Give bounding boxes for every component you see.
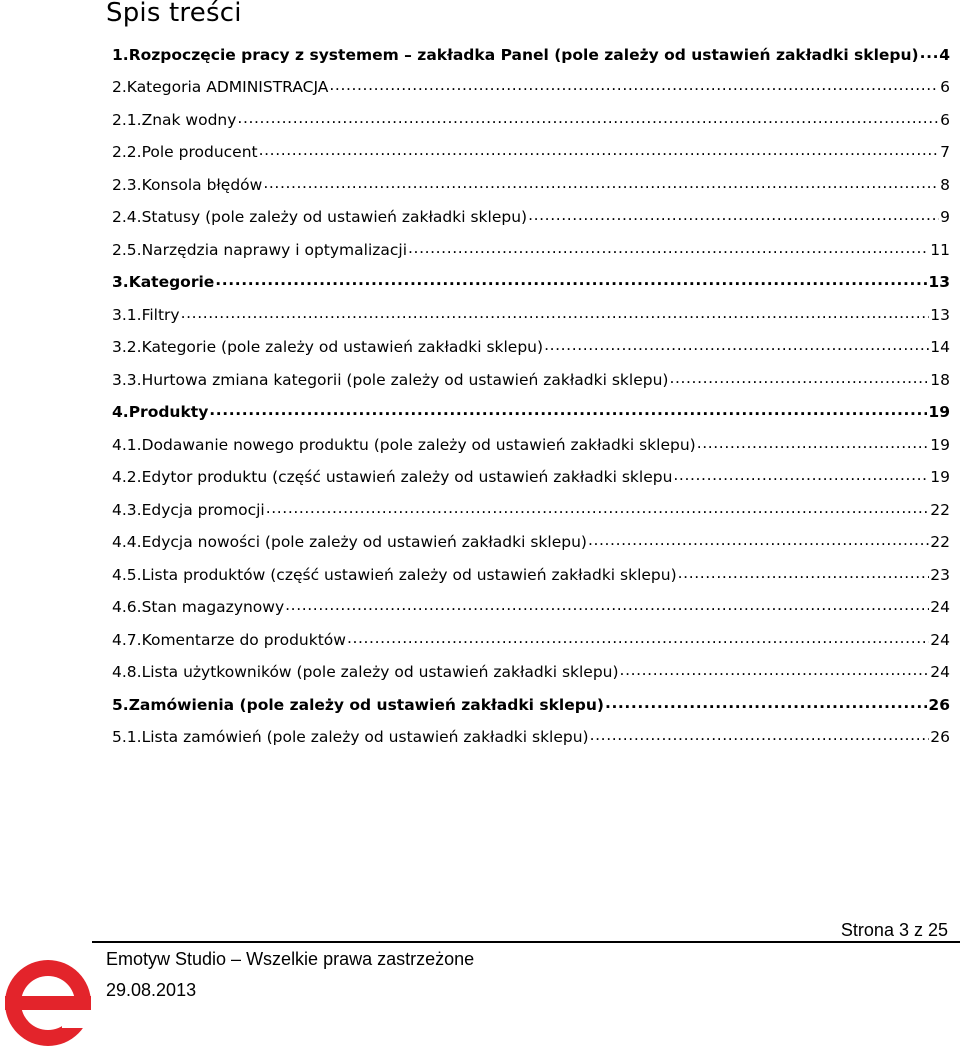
toc-entry-number: 2.2. <box>112 143 142 161</box>
toc-dot-leader <box>669 369 929 385</box>
toc-entry[interactable] <box>112 727 950 760</box>
toc-dot-leader <box>673 467 929 483</box>
toc-entry[interactable] <box>112 694 950 727</box>
toc-entry-number: 2.3. <box>112 175 142 194</box>
toc-dot-leader <box>259 142 940 158</box>
toc-entry-title: Kategorie <box>128 273 215 291</box>
toc-entry-page: 19 <box>928 403 950 421</box>
toc-entry-title: Edycja nowości (pole zależy od ustawień zakładki sklepu) <box>141 533 587 551</box>
toc-entry-title: Kategoria ADMINISTRACJA <box>126 78 329 96</box>
toc-entry-page: 6 <box>940 78 950 96</box>
toc-dot-leader <box>329 77 939 93</box>
toc-entry[interactable] <box>112 337 950 370</box>
toc-entry[interactable] <box>112 467 950 500</box>
toc-entry-page: 7 <box>940 143 950 161</box>
toc-entry[interactable] <box>112 499 950 532</box>
toc-entry-page: 23 <box>930 565 950 584</box>
toc-entry-page: 19 <box>930 468 950 486</box>
toc-entry-page: 11 <box>930 240 950 259</box>
toc-entry-title: Stan magazynowy <box>141 598 285 616</box>
toc-entry-title: Lista zamówień (pole zależy od ustawień zakładki sklepu) <box>141 728 589 746</box>
toc-entry[interactable] <box>112 142 950 175</box>
toc-entry-number: 3.3. <box>112 370 142 389</box>
toc-entry-title: Narzędzia naprawy i optymalizacji <box>141 240 408 259</box>
toc-entry[interactable] <box>112 629 950 662</box>
toc-entry-title: Dodawanie nowego produktu (pole zależy od ustawień zakładki sklepu) <box>141 435 696 454</box>
footer-date: 29.08.2013 <box>106 980 197 1000</box>
toc-entry-number: 4.8. <box>112 663 142 681</box>
toc-entry-title: Znak wodny <box>141 110 237 129</box>
toc-entry[interactable] <box>112 44 950 77</box>
toc-entry-page: 8 <box>940 175 950 194</box>
toc-dot-leader <box>285 597 929 613</box>
toc-entry-title: Lista użytkowników (pole zależy od ustawień zakładki sklepu) <box>141 663 619 681</box>
toc-entry-title: Edycja promocji <box>141 500 265 519</box>
toc-entry[interactable] <box>112 207 950 240</box>
footer-divider <box>92 941 960 943</box>
toc-entry-page: 26 <box>930 728 950 746</box>
toc-dot-leader <box>215 272 927 288</box>
toc-entry-number: 2. <box>112 78 127 96</box>
toc-entry-page: 18 <box>930 370 950 389</box>
toc-entry-number: 2.1. <box>112 110 142 129</box>
toc-entry-number: 4. <box>112 403 129 421</box>
footer-company: Emotyw Studio – Wszelkie prawa zastrzeżone <box>106 949 475 969</box>
toc-dot-leader <box>209 402 927 418</box>
toc-entry-title: Kategorie (pole zależy od ustawień zakładki sklepu) <box>141 338 544 356</box>
toc-entry-page: 19 <box>930 435 950 454</box>
toc-entry-number: 1. <box>112 45 129 64</box>
toc-entry[interactable] <box>112 174 950 207</box>
toc-entry-number: 2.5. <box>112 240 142 259</box>
toc-entry-title: Zamówienia (pole zależy od ustawień zakładki sklepu) <box>128 695 604 714</box>
toc-entry-page: 22 <box>930 500 950 519</box>
toc-entry[interactable] <box>112 532 950 565</box>
toc-dot-leader <box>181 304 930 320</box>
toc-entry[interactable] <box>112 109 950 142</box>
toc-dot-leader <box>697 434 930 450</box>
toc-entry[interactable] <box>112 304 950 337</box>
toc-entry-page: 26 <box>928 695 950 714</box>
toc-entry-number: 5. <box>112 695 129 714</box>
toc-entry-page: 22 <box>930 533 950 551</box>
toc-dot-leader <box>678 564 930 580</box>
toc-entry-number: 4.4. <box>112 533 142 551</box>
toc-dot-leader <box>408 239 929 255</box>
toc-dot-leader <box>590 727 930 743</box>
toc-entry[interactable] <box>112 239 950 272</box>
toc-dot-leader <box>347 629 929 645</box>
toc-entry-page: 4 <box>939 45 950 64</box>
toc-entry-title: Komentarze do produktów <box>141 630 346 649</box>
toc-entry-number: 3. <box>112 273 129 291</box>
toc-entry-title: Produkty <box>128 403 209 421</box>
toc-entry[interactable] <box>112 564 950 597</box>
toc-entry[interactable] <box>112 369 950 402</box>
toc-dot-leader <box>620 662 930 678</box>
toc-entry-number: 3.2. <box>112 338 142 356</box>
toc-entry-number: 4.7. <box>112 630 142 649</box>
toc-entry[interactable] <box>112 434 950 467</box>
toc-entry-title: Pole producent <box>141 143 258 161</box>
toc-dot-leader <box>266 499 930 515</box>
toc-entry-number: 4.1. <box>112 435 142 454</box>
toc-entry[interactable] <box>112 77 950 110</box>
toc-entry-page: 24 <box>930 630 950 649</box>
toc-entry-number: 2.4. <box>112 208 142 226</box>
toc-entry-title: Lista produktów (część ustawień zależy od ustawień zakładki sklepu) <box>141 565 677 584</box>
page-title: Spis treści <box>106 0 242 28</box>
toc-entry-page: 14 <box>930 338 950 356</box>
toc-dot-leader <box>528 207 939 223</box>
toc-entry-title: Statusy (pole zależy od ustawień zakładki sklepu) <box>141 208 528 226</box>
toc-dot-leader <box>237 109 939 125</box>
toc-dot-leader <box>263 174 939 190</box>
toc-entry-number: 4.3. <box>112 500 142 519</box>
toc-entry-title: Hurtowa zmiana kategorii (pole zależy od ustawień zakładki sklepu) <box>141 370 669 389</box>
toc-dot-leader <box>920 44 939 60</box>
page-number: Strona 3 z 25 <box>840 920 948 940</box>
toc-entry-title: Edytor produktu (część ustawień zależy od ustawień zakładki sklepu <box>141 468 673 486</box>
toc-entry-title: Rozpoczęcie pracy z systemem – zakładka Panel (pole zależy od ustawień zakładki sklepu) <box>128 45 919 64</box>
table-of-contents <box>112 44 950 759</box>
toc-entry[interactable] <box>112 662 950 695</box>
toc-dot-leader <box>544 337 929 353</box>
toc-entry[interactable] <box>112 272 950 305</box>
toc-entry-number: 4.2. <box>112 468 142 486</box>
toc-entry-page: 9 <box>940 208 950 226</box>
toc-entry-number: 4.6. <box>112 598 142 616</box>
toc-entry-title: Filtry <box>141 305 180 324</box>
toc-entry-page: 24 <box>930 663 950 681</box>
toc-entry-page: 13 <box>930 305 950 324</box>
emotyw-logo-icon <box>0 955 96 1051</box>
toc-entry-number: 5.1. <box>112 728 142 746</box>
toc-entry-number: 4.5. <box>112 565 142 584</box>
toc-entry-page: 24 <box>930 598 950 616</box>
toc-dot-leader <box>588 532 929 548</box>
toc-entry-number: 3.1. <box>112 305 142 324</box>
toc-entry-page: 13 <box>928 273 950 291</box>
toc-entry[interactable] <box>112 402 950 435</box>
toc-entry-title: Konsola błędów <box>141 175 263 194</box>
toc-entry-page: 6 <box>940 110 950 129</box>
toc-dot-leader <box>605 694 927 710</box>
toc-entry[interactable] <box>112 597 950 630</box>
